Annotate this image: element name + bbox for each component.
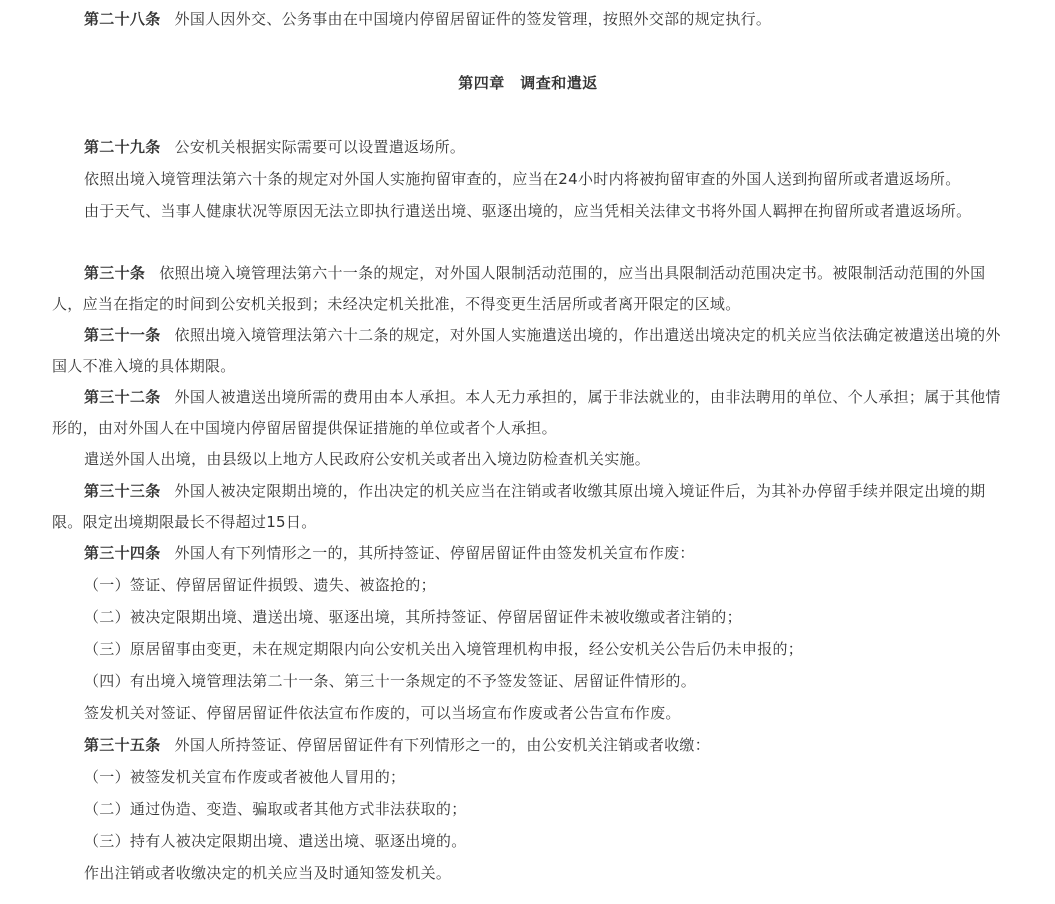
article-text: 公安机关根据实际需要可以设置遣返场所。 bbox=[174, 138, 466, 156]
article-34-paragraph-2: 签发机关对签证、停留居留证件依法宣布作废的，可以当场宣布作废或者公告宣布作废。 bbox=[84, 704, 681, 722]
article-text: 外国人被决定限期出境的，作出决定的机关应当在注销或者收缴其原出境入境证件后，为其补办停留手续并限定出境的期限。限定出境期限最长不得超过15日。 bbox=[52, 482, 986, 531]
article-29-paragraph-2: 依照出境入境管理法第六十条的规定对外国人实施拘留审查的，应当在24小时内将被拘留审查的外国人送到拘留所或者遣返场所。 bbox=[84, 170, 961, 188]
article-33 bbox=[52, 476, 1004, 538]
article-32-paragraph-2: 遣送外国人出境，由县级以上地方人民政府公安机关或者出入境边防检查机关实施。 bbox=[84, 450, 651, 468]
article-label: 第三十条 bbox=[84, 264, 146, 282]
article-text: 外国人因外交、公务事由在中国境内停留居留证件的签发管理，按照外交部的规定执行。 bbox=[174, 10, 772, 28]
article-label: 第二十九条 bbox=[84, 138, 161, 156]
article-label: 第二十八条 bbox=[84, 10, 161, 28]
article-text: 外国人被遣送出境所需的费用由本人承担。本人无力承担的，属于非法就业的，由非法聘用的单位、个人承担；属于其他情形的，由对外国人在中国境内停留居留提供保证措施的单位或者个人承担。 bbox=[52, 388, 1001, 437]
article-32 bbox=[52, 382, 1004, 444]
article-34-item-4: （四）有出境入境管理法第二十一条、第三十一条规定的不予签发签证、居留证件情形的。 bbox=[84, 672, 697, 690]
article-label: 第三十二条 bbox=[84, 388, 161, 406]
article-35-paragraph-2: 作出注销或者收缴决定的机关应当及时通知签发机关。 bbox=[84, 864, 452, 882]
article-35 bbox=[52, 730, 1004, 761]
article-29 bbox=[52, 132, 1004, 163]
article-31 bbox=[52, 320, 1004, 382]
article-35-item-3: （三）持有人被决定限期出境、遣送出境、驱逐出境的。 bbox=[84, 832, 467, 850]
article-label: 第三十五条 bbox=[84, 736, 161, 754]
article-34 bbox=[52, 538, 1004, 569]
article-label: 第三十一条 bbox=[84, 326, 161, 344]
article-35-item-1: （一）被签发机关宣布作废或者被他人冒用的； bbox=[84, 768, 406, 786]
article-34-item-3: （三）原居留事由变更，未在规定期限内向公安机关出入境管理机构申报，经公安机关公告后仍未申报的； bbox=[84, 640, 804, 658]
article-label: 第三十三条 bbox=[84, 482, 161, 500]
article-28 bbox=[52, 4, 1004, 35]
article-29-paragraph-3: 由于天气、当事人健康状况等原因无法立即执行遣送出境、驱逐出境的，应当凭相关法律文书将外国人羁押在拘留所或者遣返场所。 bbox=[84, 202, 972, 220]
article-34-item-2: （二）被决定限期出境、遣送出境、驱逐出境，其所持签证、停留居留证件未被收缴或者注销的； bbox=[84, 608, 742, 626]
article-34-item-1: （一）签证、停留居留证件损毁、遗失、被盗抢的； bbox=[84, 576, 436, 594]
chapter-heading: 第四章 调查和遣返 bbox=[458, 74, 598, 92]
article-35-item-2: （二）通过伪造、变造、骗取或者其他方式非法获取的； bbox=[84, 800, 467, 818]
article-text: 外国人有下列情形之一的，其所持签证、停留居留证件由签发机关宣布作废： bbox=[174, 544, 695, 562]
article-text: 依照出境入境管理法第六十二条的规定，对外国人实施遣送出境的，作出遣送出境决定的机关应当依法确定被遣送出境的外国人不准入境的具体期限。 bbox=[52, 326, 1001, 375]
article-text: 依照出境入境管理法第六十一条的规定，对外国人限制活动范围的，应当出具限制活动范围决定书。被限制活动范围的外国人，应当在指定的时间到公安机关报到；未经决定机关批准，不得变更生活居所或者离开限定的区域。 bbox=[52, 264, 986, 313]
article-label: 第三十四条 bbox=[84, 544, 161, 562]
article-text: 外国人所持签证、停留居留证件有下列情形之一的，由公安机关注销或者收缴： bbox=[174, 736, 711, 754]
article-30 bbox=[52, 258, 1004, 320]
